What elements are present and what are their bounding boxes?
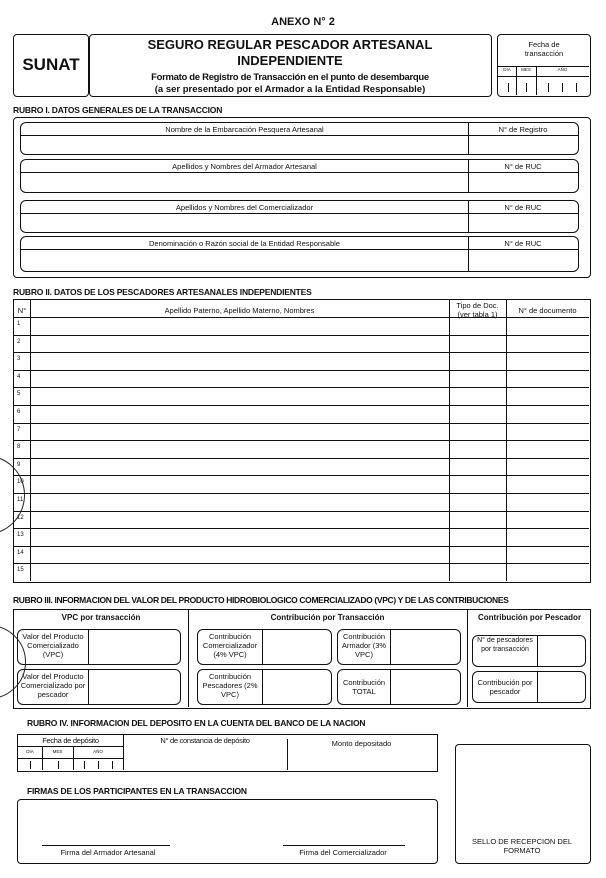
num-pescadores-field[interactable]: [472, 635, 586, 667]
embarcacion-field[interactable]: [20, 122, 579, 155]
table-row[interactable]: [14, 458, 589, 476]
transaction-date-box[interactable]: [497, 34, 591, 97]
sello-label: SELLO DE RECEPCION DEL FORMATO: [471, 837, 573, 855]
table-row[interactable]: [14, 563, 589, 581]
mes-label: MES: [521, 67, 531, 72]
armador-ruc-label: N° de RUC: [504, 162, 542, 171]
rubro1-panel: [13, 117, 591, 278]
table-row[interactable]: [14, 317, 589, 335]
comercializador-field[interactable]: [20, 200, 579, 233]
rubro2-title: RUBRO II. DATOS DE LOS PESCADORES ARTESANALES INDEPENDIENTES: [13, 287, 312, 297]
contrib-armador-field[interactable]: [337, 629, 461, 665]
contrib-por-pescador-label: Contribución por pescador: [477, 678, 533, 696]
col-doc-header: N° de documento: [518, 306, 577, 315]
contrib-pescadores-label: Contribución Pescadores (2% VPC): [202, 672, 258, 699]
contrib-armador-label: Contribución Armador (3% VPC): [341, 632, 387, 659]
col-name-header: Apellido Paterno, Apellido Materno, Nombres: [164, 306, 315, 315]
row-number: 15: [17, 567, 24, 574]
firmas-panel[interactable]: [17, 799, 438, 864]
pesc-title: Contribución por Pescador: [477, 613, 582, 622]
ano-label: AÑO: [557, 67, 568, 72]
fecha-deposito-label: Fecha de depósito: [42, 736, 99, 745]
vpc-pescador-field[interactable]: [17, 669, 181, 705]
pescadores-table: [13, 299, 591, 583]
table-row[interactable]: [14, 423, 589, 441]
table-row[interactable]: [14, 405, 589, 423]
col-tipo-header: Tipo de Doc. (ver tabla 1): [456, 301, 499, 319]
row-number: 9: [17, 461, 21, 468]
contrib-comercializador-field[interactable]: [197, 629, 332, 665]
contrib-total-label: Contribución TOTAL: [342, 678, 386, 696]
rubro4-title: RUBRO IV. INFORMACION DEL DEPOSITO EN LA CUENTA DEL BANCO DE LA NACION: [27, 718, 366, 728]
table-row[interactable]: [14, 475, 589, 493]
entidad-label: Denominación o Razón social de la Entidad Responsable: [149, 239, 340, 248]
row-number: 7: [17, 426, 21, 433]
row-number: 4: [17, 373, 21, 380]
vpc-label: Valor del Producto Comercializado (VPC): [22, 632, 84, 659]
row-number: 5: [17, 391, 21, 398]
row-number: 8: [17, 444, 21, 451]
sello-box[interactable]: [455, 744, 591, 864]
table-row[interactable]: [14, 440, 589, 458]
contrib-title: Contribución por Transacción: [270, 613, 385, 622]
contrib-pescadores-field[interactable]: [197, 669, 332, 705]
form-subtitle-line2: (a ser presentado por el Armador a la Entidad Responsable): [154, 84, 426, 95]
registro-label: N° de Registro: [498, 125, 548, 134]
row-number: 12: [17, 514, 24, 521]
deposito-panel[interactable]: [17, 734, 438, 772]
deposito-dia-label: DIA: [26, 749, 34, 754]
row-number: 1: [17, 321, 21, 327]
dia-label: DIA: [503, 67, 511, 72]
monto-label: Monto depositado: [331, 739, 392, 748]
firma-comercializador-label: Firma del Comercializador: [299, 848, 387, 857]
rubro3-panel: [13, 609, 591, 709]
annex-title: ANEXO N° 2: [271, 16, 335, 28]
deposito-ano-label: AÑO: [93, 749, 103, 754]
comercializador-label: Apellidos y Nombres del Comercializador: [175, 203, 314, 212]
vpc-field[interactable]: [17, 629, 181, 665]
table-row[interactable]: [14, 493, 589, 511]
rubro3-title: RUBRO III. INFORMACION DEL VALOR DEL PRODUCTO HIDROBIOLOGICO COMERCIALIZADO (VPC) Y DE LAS CONTRIBUCIONES: [13, 595, 509, 605]
embarcacion-label: Nombre de la Embarcación Pesquera Artesanal: [165, 125, 324, 134]
table-row[interactable]: [14, 546, 589, 564]
table-row[interactable]: [14, 511, 589, 529]
vpc-pescador-label: Valor del Producto Comercializado por pescador: [20, 672, 86, 699]
contrib-comercializador-label: Contribución Comercializador (4% VPC): [202, 632, 258, 659]
armador-field[interactable]: [20, 159, 579, 193]
comercializador-ruc-label: N° de RUC: [504, 203, 542, 212]
transaction-date-label: Fecha de transacción: [524, 40, 564, 58]
vpc-title: VPC por transacción: [61, 613, 141, 622]
rubro1-title: RUBRO I. DATOS GENERALES DE LA TRANSACCION: [13, 105, 223, 115]
row-number: 2: [17, 338, 21, 345]
entidad-field[interactable]: [20, 236, 579, 272]
row-number: 10: [17, 479, 24, 486]
form-title: SEGURO REGULAR PESCADOR ARTESANAL: [147, 37, 433, 52]
form-title-line2: INDEPENDIENTE: [237, 53, 343, 68]
table-row[interactable]: [14, 335, 589, 353]
constancia-label: N° de constancia de depósito: [160, 736, 250, 745]
table-row[interactable]: [14, 370, 589, 388]
header-title-box: [89, 34, 492, 97]
row-number: 3: [17, 356, 21, 363]
row-number: 14: [17, 549, 24, 556]
row-number: 6: [17, 409, 21, 415]
sunat-logo: [13, 34, 89, 97]
firmas-title: FIRMAS DE LOS PARTICIPANTES EN LA TRANSACCION: [27, 786, 247, 796]
logo-text: SUNAT: [22, 55, 80, 74]
deposito-mes-label: MES: [52, 749, 63, 754]
num-pescadores-label: N° de pescadores por transacción: [477, 637, 533, 653]
contrib-por-pescador-field[interactable]: [472, 671, 586, 703]
table-row[interactable]: [14, 528, 589, 546]
form-subtitle: Formato de Registro de Transacción en el punto de desembarque: [151, 72, 429, 83]
contrib-total-field[interactable]: [337, 669, 461, 705]
row-number: 13: [17, 532, 24, 539]
armador-label: Apellidos y Nombres del Armador Artesanal: [172, 162, 317, 171]
row-number: 11: [17, 497, 24, 503]
firma-armador-label: Firma del Armador Artesanal: [60, 848, 156, 857]
table-row[interactable]: [14, 387, 589, 405]
table-row[interactable]: [14, 352, 589, 370]
entidad-ruc-label: N° de RUC: [504, 239, 542, 248]
col-num-header: N°: [17, 306, 27, 315]
